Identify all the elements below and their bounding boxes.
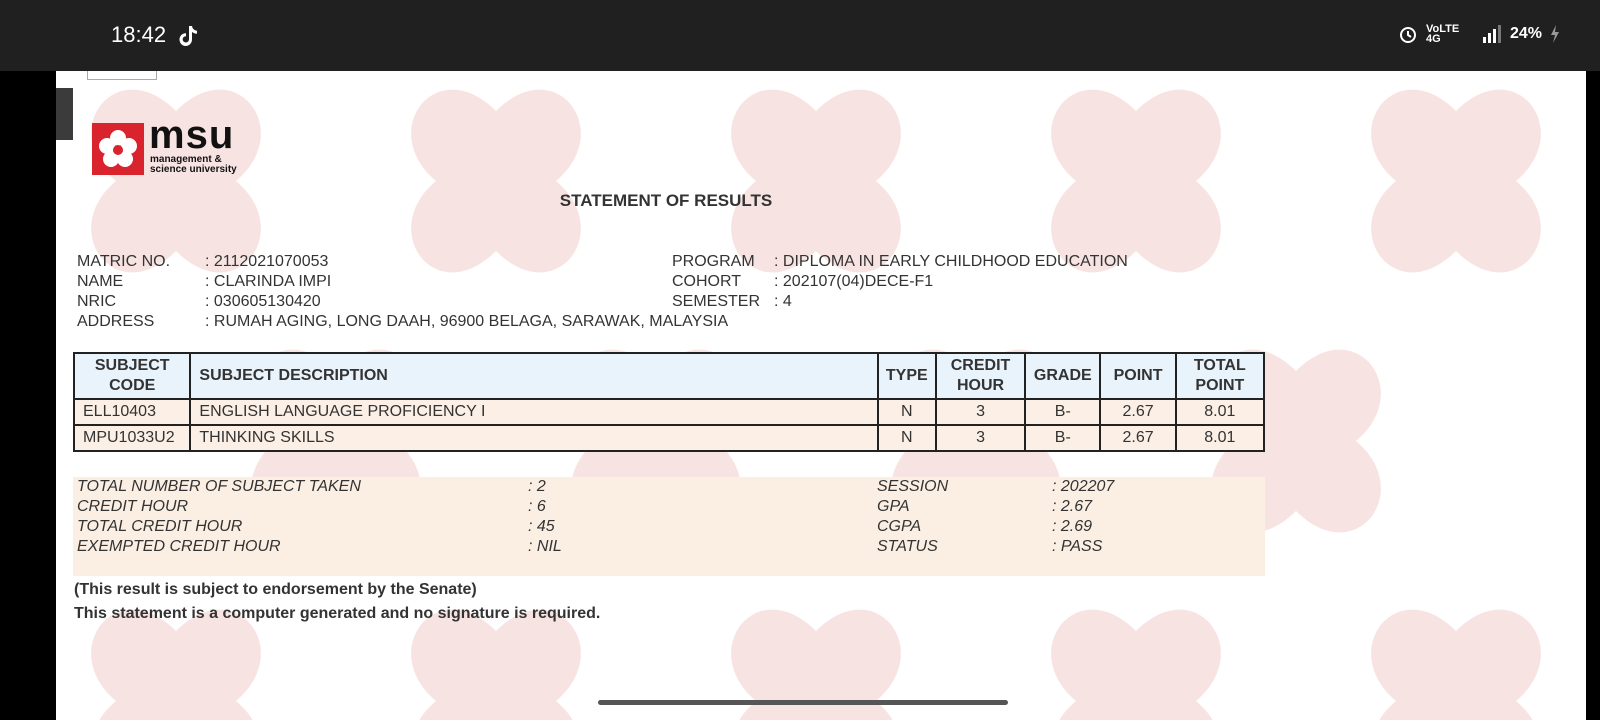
subjects-taken-label: TOTAL NUMBER OF SUBJECT TAKEN <box>77 478 361 495</box>
matric-value: : 2112021070053 <box>205 253 329 270</box>
program-value: : DIPLOMA IN EARLY CHILDHOOD EDUCATION <box>774 253 1128 270</box>
subject-type: N <box>878 399 936 425</box>
gpa-label: GPA <box>877 498 910 515</box>
nric-label: NRIC <box>77 293 117 310</box>
footer-notes <box>74 578 600 626</box>
logo-sub-1: management & <box>150 154 222 165</box>
cohort-value: : 202107(04)DECE-F1 <box>774 273 934 290</box>
program-info <box>672 252 1128 312</box>
status-value: : PASS <box>1052 538 1103 555</box>
logo-wordmark: msu <box>149 113 235 157</box>
semester-value: : 4 <box>774 293 792 310</box>
senate-note: (This result is subject to endorsement by the Senate) <box>74 581 477 598</box>
subjects-taken-value: : 2 <box>528 478 546 495</box>
subject-code: ELL10403 <box>74 399 190 425</box>
exempted-credit-label: EXEMPTED CREDIT HOUR <box>77 538 281 555</box>
exempted-credit-value: : NIL <box>528 538 562 555</box>
address-label: ADDRESS <box>77 313 155 330</box>
program-label: PROGRAM <box>672 253 755 270</box>
results-summary <box>73 477 1265 576</box>
status-bar <box>0 0 1600 71</box>
side-tab[interactable] <box>56 88 73 140</box>
subject-code: MPU1033U2 <box>74 425 190 451</box>
header-credit-hour: CREDIT HOUR <box>936 353 1025 399</box>
hibiscus-logo-icon <box>92 123 144 175</box>
document-title: STATEMENT OF RESULTS <box>559 191 773 210</box>
results-table <box>73 352 1265 452</box>
system-indicators <box>1398 24 1560 44</box>
subject-description: ENGLISH LANGUAGE PROFICIENCY I <box>190 399 877 425</box>
grade: B- <box>1025 425 1100 451</box>
credit-hour: 3 <box>936 425 1025 451</box>
logo-sub-2: science university <box>150 164 237 175</box>
credit-hour-value: : 6 <box>528 498 546 515</box>
signature-note: This statement is a computer generated and no signature is required. <box>74 605 601 622</box>
header-type: TYPE <box>878 353 936 399</box>
header-total-point: TOTAL POINT <box>1176 353 1264 399</box>
credit-hour-label: CREDIT HOUR <box>77 498 189 515</box>
document-page[interactable] <box>56 71 1586 720</box>
session-label: SESSION <box>877 478 949 495</box>
subject-description: THINKING SKILLS <box>190 425 877 451</box>
subject-type: N <box>878 425 936 451</box>
grade: B- <box>1025 399 1100 425</box>
address-value: : RUMAH AGING, LONG DAAH, 96900 BELAGA, SARAWAK, MALAYSIA <box>205 313 729 330</box>
home-indicator[interactable] <box>598 700 1008 705</box>
gpa-value: : 2.67 <box>1052 498 1093 515</box>
header-grade: GRADE <box>1025 353 1100 399</box>
msu-logo <box>92 113 252 177</box>
total-point: 8.01 <box>1176 399 1264 425</box>
semester-label: SEMESTER <box>672 293 761 310</box>
table-row <box>74 399 1264 425</box>
cgpa-label: CGPA <box>877 518 922 535</box>
header-point: POINT <box>1100 353 1175 399</box>
charging-icon <box>1550 25 1560 43</box>
cgpa-value: : 2.69 <box>1052 518 1093 535</box>
left-edge <box>0 71 56 720</box>
header-subject-code: SUBJECT CODE <box>74 353 190 399</box>
name-label: NAME <box>77 273 124 290</box>
total-credit-label: TOTAL CREDIT HOUR <box>77 518 243 535</box>
clock: 18:42 <box>111 22 167 47</box>
signal-icon <box>1482 25 1502 43</box>
status-label: STATUS <box>877 538 938 555</box>
alarm-icon <box>1398 24 1418 44</box>
cohort-label: COHORT <box>672 273 742 290</box>
top-box <box>87 71 157 80</box>
matric-label: MATRIC NO. <box>77 253 171 270</box>
nric-value: : 030605130420 <box>205 293 321 310</box>
total-point: 8.01 <box>1176 425 1264 451</box>
name-value: : CLARINDA IMPI <box>205 273 332 290</box>
table-row <box>74 425 1264 451</box>
point: 2.67 <box>1100 399 1175 425</box>
header-subject-description: SUBJECT DESCRIPTION <box>190 353 877 399</box>
total-credit-value: : 45 <box>528 518 555 535</box>
session-value: : 202207 <box>1052 478 1115 495</box>
point: 2.67 <box>1100 425 1175 451</box>
credit-hour: 3 <box>936 399 1025 425</box>
tiktok-icon <box>178 24 198 48</box>
network-label: VoLTE 4G <box>1425 23 1460 45</box>
battery-label: 24% <box>1509 25 1542 42</box>
table-header-row <box>74 353 1264 399</box>
student-info <box>77 252 728 332</box>
